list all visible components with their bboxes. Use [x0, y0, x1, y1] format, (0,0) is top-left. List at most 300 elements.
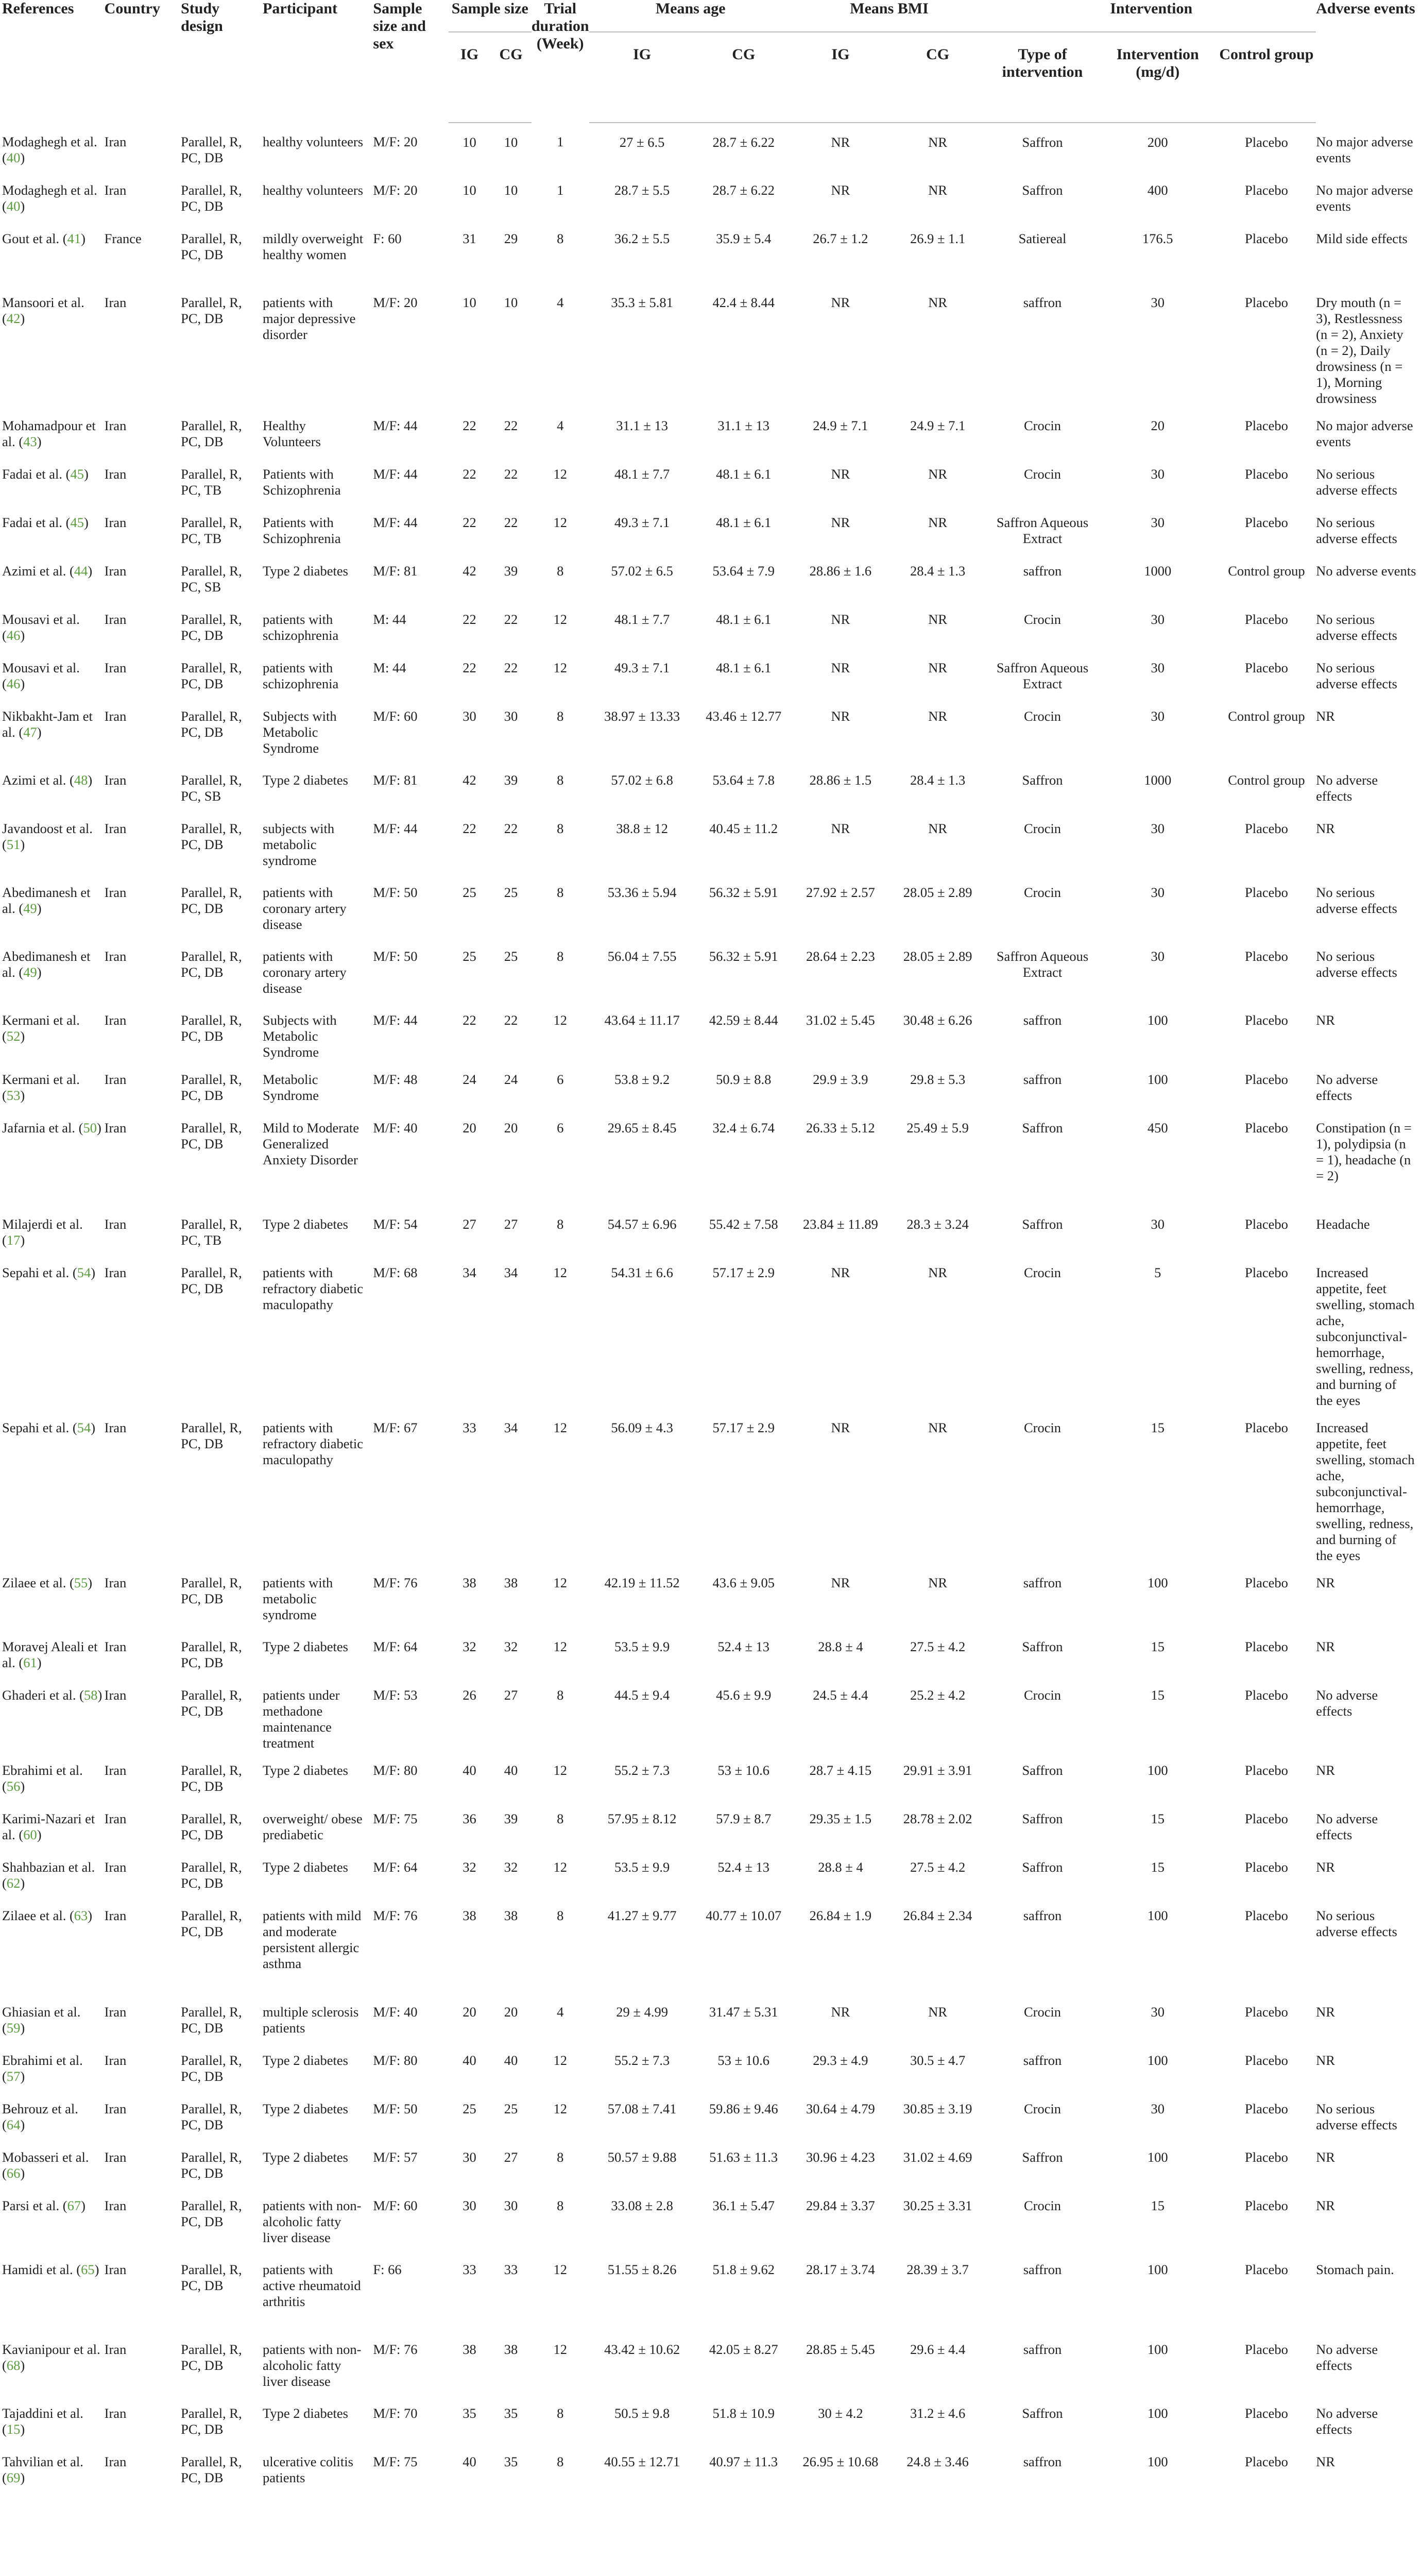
cell-country: Iran — [104, 2198, 127, 2213]
cell-ig: 22 — [463, 418, 476, 433]
cell-ig: 32 — [463, 1859, 476, 1875]
cell-sex: M/F: 20 — [373, 295, 418, 310]
cell-sex: M/F: 76 — [373, 1908, 418, 1923]
cell-bmi-cg: 29.8 ± 5.3 — [910, 1072, 966, 1087]
cell-age-cg: 31.47 ± 5.31 — [709, 2004, 778, 2020]
table-row — [2, 1205, 1419, 1253]
cell-sex: M/F: 60 — [373, 2198, 418, 2213]
cell-bmi-ig: 28.64 ± 2.23 — [806, 948, 875, 964]
cell-ig: 40 — [463, 2454, 476, 2469]
cell-bmi-ig: 28.85 ± 5.45 — [806, 2342, 875, 2357]
cell-sex: M/F: 76 — [373, 1575, 418, 1590]
cell-design: Parallel, R, PC, DB — [181, 1575, 242, 1606]
cell-cg: 10 — [504, 182, 518, 198]
cell-age-ig: 41.27 ± 9.77 — [607, 1908, 677, 1923]
cell-age-cg: 56.32 ± 5.91 — [709, 885, 778, 900]
cell-control: Placebo — [1245, 1575, 1288, 1590]
cell-dur: 4 — [557, 2004, 564, 2020]
cell-type: saffron — [1023, 295, 1062, 310]
cell-age-cg: 42.59 ± 8.44 — [709, 1012, 778, 1028]
citation-link[interactable]: 52 — [6, 1028, 21, 1044]
cell-control: Control group — [1228, 708, 1305, 724]
cell-participant: patients with coronary artery disease — [263, 948, 347, 996]
cell-country: Iran — [104, 1012, 127, 1028]
cell-participant: patients with mild and moderate persistent allergic asthma — [263, 1908, 362, 1971]
cell-age-cg: 48.1 ± 6.1 — [716, 612, 772, 627]
cell-type: saffron — [1023, 563, 1062, 579]
cell-control: Placebo — [1245, 2405, 1288, 2421]
cell-sex: M/F: 57 — [373, 2149, 418, 2165]
citation-link[interactable]: 56 — [6, 1778, 21, 1794]
cell-design: Parallel, R, PC, DB — [181, 1072, 242, 1103]
cell-sex: M/F: 67 — [373, 1420, 418, 1435]
cell-bmi-ig: 31.02 ± 5.45 — [806, 1012, 875, 1028]
cell-age-ig: 43.64 ± 11.17 — [604, 1012, 680, 1028]
cell-dose: 450 — [1147, 1120, 1168, 1136]
cell-age-cg: 48.1 ± 6.1 — [716, 466, 772, 482]
cell-ig: 22 — [463, 515, 476, 530]
cell-bmi-ig: 29.84 ± 3.37 — [806, 2198, 875, 2213]
table-row — [2, 697, 1419, 761]
cell-participant: mildly overweight healthy women — [263, 231, 364, 262]
cell-age-cg: 53.64 ± 7.8 — [712, 772, 775, 788]
cell-design: Parallel, R, PC, DB — [181, 1687, 242, 1719]
cell-sex: M/F: 80 — [373, 1762, 418, 1778]
cell-reference: Mohamadpour et al. (43) — [2, 418, 96, 449]
table-row — [2, 1800, 1419, 1848]
cell-type: Saffron Aqueous Extract — [996, 515, 1089, 546]
citation-link[interactable]: 47 — [23, 724, 37, 740]
table-row — [2, 2443, 1419, 2491]
citation-link[interactable]: 48 — [74, 772, 88, 788]
cell-bmi-cg: 26.84 ± 2.34 — [903, 1908, 972, 1923]
cell-bmi-ig: NR — [831, 515, 850, 530]
cell-sex: M/F: 60 — [373, 708, 418, 724]
cell-bmi-ig: 28.7 ± 4.15 — [809, 1762, 872, 1778]
cell-participant: subjects with metabolic syndrome — [263, 821, 335, 868]
citation-link[interactable]: 45 — [70, 466, 84, 482]
cell-dose: 100 — [1147, 1762, 1168, 1778]
cell-dose: 15 — [1151, 1639, 1165, 1654]
cell-country: Iran — [104, 1811, 127, 1826]
cell-cg: 39 — [504, 563, 518, 579]
cell-control: Placebo — [1245, 182, 1288, 198]
cell-age-cg: 50.9 ± 8.8 — [716, 1072, 772, 1087]
cell-dose: 100 — [1147, 1908, 1168, 1923]
citation-link[interactable]: 43 — [23, 434, 37, 449]
cell-country: Iran — [104, 466, 127, 482]
cell-ig: 25 — [463, 2101, 476, 2116]
cell-participant: patients with schizophrenia — [263, 612, 339, 643]
cell-ig: 27 — [463, 1216, 476, 1232]
cell-dur: 8 — [557, 948, 564, 964]
cell-dose: 15 — [1151, 1420, 1165, 1435]
reference-author: Javandoost et al. — [2, 821, 93, 836]
cell-dur: 8 — [557, 1908, 564, 1923]
cell-reference: Ghiasian et al. (59) — [2, 2004, 81, 2036]
cell-participant: patients with refractory diabetic maculopathy — [263, 1420, 363, 1467]
citation-link[interactable]: 61 — [23, 1655, 37, 1670]
cell-age-ig: 43.42 ± 10.62 — [604, 2342, 680, 2357]
citation-link[interactable]: 41 — [67, 231, 81, 246]
cell-age-cg: 48.1 ± 6.1 — [716, 515, 772, 530]
reference-author: Kavianipour et al. — [2, 2342, 100, 2357]
cell-age-ig: 49.3 ± 7.1 — [614, 515, 670, 530]
cell-type: Crocin — [1023, 885, 1062, 900]
cell-bmi-cg: 29.6 ± 4.4 — [910, 2342, 966, 2357]
citation-link[interactable]: 63 — [74, 1908, 88, 1923]
cell-reference: Milajerdi et al. (17) — [2, 1216, 83, 1248]
cell-ig: 38 — [463, 1575, 476, 1590]
cell-sex: M/F: 48 — [373, 1072, 418, 1087]
cell-dose: 1000 — [1144, 772, 1172, 788]
cell-cg: 20 — [504, 2004, 518, 2020]
cell-control: Placebo — [1245, 2101, 1288, 2116]
citation-link[interactable]: 40 — [6, 150, 21, 165]
cell-bmi-cg: 27.5 ± 4.2 — [910, 1859, 966, 1875]
cell-type: Crocin — [1023, 2101, 1062, 2116]
cell-bmi-ig: 28.17 ± 3.74 — [806, 2262, 875, 2277]
cell-age-ig: 53.5 ± 9.9 — [614, 1859, 670, 1875]
citation-link[interactable]: 17 — [6, 1232, 21, 1248]
table-row — [2, 1896, 1419, 1993]
citation-link[interactable]: 67 — [67, 2198, 81, 2213]
cell-participant: Type 2 diabetes — [263, 2149, 348, 2165]
cell-type: saffron — [1023, 2262, 1062, 2277]
citation-link[interactable]: 51 — [6, 837, 21, 852]
citation-link[interactable]: 66 — [6, 2165, 21, 2181]
cell-cg: 30 — [504, 708, 518, 724]
cell-country: Iran — [104, 885, 127, 900]
cell-type: saffron — [1023, 2342, 1062, 2357]
cell-bmi-ig: 29.3 ± 4.9 — [813, 2053, 868, 2068]
cell-reference: Tahvilian et al. (69) — [2, 2454, 83, 2485]
cell-reference: Shahbazian et al. (62) — [2, 1859, 95, 1891]
cell-cg: 35 — [504, 2405, 518, 2421]
cell-bmi-cg: NR — [928, 1575, 948, 1590]
cell-age-ig: 38.8 ± 12 — [616, 821, 668, 836]
cell-dose: 100 — [1147, 2342, 1168, 2357]
cell-cg: 27 — [504, 1687, 518, 1703]
cell-age-ig: 53.36 ± 5.94 — [607, 885, 677, 900]
cell-design: Parallel, R, PC, DB — [181, 1859, 242, 1891]
cell-bmi-ig: NR — [831, 1575, 850, 1590]
cell-reference: Kavianipour et al. (68) — [2, 2342, 100, 2373]
cell-control: Placebo — [1245, 1687, 1288, 1703]
cell-sex: M/F: 75 — [373, 2454, 418, 2469]
citation-link[interactable]: 59 — [6, 2020, 21, 2036]
cell-reference: Zilaee et al. (63) — [2, 1908, 93, 1923]
cell-age-ig: 56.04 ± 7.55 — [607, 948, 677, 964]
cell-control: Placebo — [1245, 1012, 1288, 1028]
cell-sex: M/F: 53 — [373, 1687, 418, 1703]
cell-control: Placebo — [1245, 1811, 1288, 1826]
reference-author: Mobasseri et al. — [2, 2149, 89, 2165]
cell-ig: 40 — [463, 2053, 476, 2068]
cell-dose: 30 — [1151, 948, 1165, 964]
cell-age-cg: 40.97 ± 11.3 — [709, 2454, 778, 2469]
cell-sex: M/F: 75 — [373, 1811, 418, 1826]
cell-dose: 1000 — [1144, 563, 1172, 579]
cell-control: Placebo — [1245, 1216, 1288, 1232]
cell-cg: 34 — [504, 1265, 518, 1280]
table-row — [2, 1409, 1419, 1564]
cell-ig: 35 — [463, 2405, 476, 2421]
cell-type: Saffron — [1022, 1639, 1063, 1654]
cell-reference: Ebrahimi et al. (56) — [2, 1762, 83, 1794]
table-row — [2, 455, 1419, 503]
cell-type: Crocin — [1023, 2004, 1062, 2020]
cell-ig: 22 — [463, 1012, 476, 1028]
cell-participant: patients with metabolic syndrome — [263, 1575, 333, 1622]
cell-design: Parallel, R, PC, DB — [181, 948, 242, 980]
table-row — [2, 2330, 1419, 2394]
cell-design: Parallel, R, PC, DB — [181, 821, 242, 852]
citation-link[interactable]: 42 — [6, 311, 21, 326]
cell-age-cg: 51.8 ± 10.9 — [712, 2405, 775, 2421]
citation-link[interactable]: 57 — [6, 2069, 21, 2084]
cell-bmi-cg: 25.49 ± 5.9 — [906, 1120, 969, 1136]
cell-dur: 12 — [553, 2053, 567, 2068]
header-country: Country — [104, 0, 160, 17]
cell-adverse: No adverse effects — [1316, 1811, 1378, 1842]
cell-bmi-cg: 28.05 ± 2.89 — [903, 948, 972, 964]
reference-author: Mousavi et al. — [2, 612, 80, 627]
cell-bmi-cg: 28.78 ± 2.02 — [903, 1811, 972, 1826]
cell-design: Parallel, R, PC, DB — [181, 1908, 242, 1939]
cell-dose: 5 — [1154, 1265, 1161, 1280]
cell-cg: 10 — [504, 134, 518, 150]
cell-participant: Metabolic Syndrome — [263, 1072, 319, 1103]
cell-sex: M/F: 80 — [373, 2053, 418, 2068]
cell-bmi-ig: 26.7 ± 1.2 — [813, 231, 868, 246]
cell-bmi-cg: NR — [928, 515, 948, 530]
citation-link[interactable]: 49 — [23, 964, 37, 980]
table-row — [2, 1060, 1419, 1109]
cell-design: Parallel, R, PC, DB — [181, 1639, 242, 1670]
cell-adverse: No serious adverse effects — [1316, 660, 1397, 691]
cell-bmi-ig: 30.64 ± 4.79 — [806, 2101, 875, 2116]
cell-adverse: Increased appetite, feet swelling, stomach ache, subconjunctival-hemorrhage, swelling, redness, and burning of the eyes — [1316, 1420, 1415, 1563]
citation-link[interactable]: 50 — [83, 1120, 97, 1136]
cell-type: saffron — [1023, 1575, 1062, 1590]
cell-dose: 200 — [1147, 134, 1168, 150]
cell-adverse: No adverse effects — [1316, 1687, 1378, 1719]
cell-dose: 100 — [1147, 2053, 1168, 2068]
citation-link[interactable]: 55 — [74, 1575, 88, 1590]
cell-participant: multiple sclerosis patients — [263, 2004, 359, 2036]
cell-adverse: No adverse effects — [1316, 2405, 1378, 2437]
cell-cg: 22 — [504, 418, 518, 433]
citation-link[interactable]: 46 — [6, 628, 21, 643]
cell-bmi-cg: NR — [928, 2004, 948, 2020]
cell-design: Parallel, R, PC, DB — [181, 134, 242, 165]
cell-participant: ulcerative colitis patients — [263, 2454, 353, 2485]
cell-country: Iran — [104, 821, 127, 836]
cell-dur: 8 — [557, 1216, 564, 1232]
cell-bmi-cg: 30.5 ± 4.7 — [910, 2053, 966, 2068]
table-row — [2, 2250, 1419, 2330]
header-sample-size: Sample size — [449, 0, 532, 32]
reference-author: Mohamadpour et al. — [2, 418, 96, 449]
cell-age-ig: 51.55 ± 8.26 — [607, 2262, 677, 2277]
cell-adverse: NR — [1316, 2149, 1335, 2165]
cell-dose: 30 — [1151, 821, 1165, 836]
cell-cg: 32 — [504, 1639, 518, 1654]
citation-link[interactable]: 65 — [81, 2262, 95, 2277]
cell-dose: 15 — [1151, 1859, 1165, 1875]
citation-link[interactable]: 44 — [74, 563, 88, 579]
cell-dose: 30 — [1151, 295, 1165, 310]
cell-design: Parallel, R, PC, DB — [181, 2149, 242, 2181]
cell-dur: 8 — [557, 1687, 564, 1703]
cell-type: Saffron — [1022, 1216, 1063, 1232]
cell-bmi-ig: 26.95 ± 10.68 — [802, 2454, 879, 2469]
cell-sex: M/F: 20 — [373, 182, 418, 198]
reference-author: Milajerdi et al. — [2, 1216, 83, 1232]
cell-bmi-cg: 31.2 ± 4.6 — [910, 2405, 966, 2421]
citation-link[interactable]: 68 — [6, 2358, 21, 2373]
cell-country: Iran — [104, 418, 127, 433]
cell-dose: 100 — [1147, 2454, 1168, 2469]
cell-dur: 8 — [557, 2405, 564, 2421]
cell-dur: 12 — [553, 2262, 567, 2277]
cell-sex: M/F: 81 — [373, 563, 418, 579]
cell-bmi-cg: NR — [928, 660, 948, 675]
cell-age-cg: 48.1 ± 6.1 — [716, 660, 772, 675]
cell-design: Parallel, R, PC, DB — [181, 2053, 242, 2084]
cell-cg: 32 — [504, 1859, 518, 1875]
table-row — [2, 1001, 1419, 1060]
citation-link[interactable]: 64 — [6, 2117, 21, 2132]
cell-ig: 32 — [463, 1639, 476, 1654]
header-age-cg: CG — [695, 32, 792, 123]
citation-link[interactable]: 15 — [6, 2421, 21, 2437]
table-row — [2, 123, 1419, 171]
cell-adverse: NR — [1316, 2053, 1335, 2068]
cell-control: Placebo — [1245, 515, 1288, 530]
cell-country: Iran — [104, 1072, 127, 1087]
cell-bmi-cg: NR — [928, 182, 948, 198]
cell-country: Iran — [104, 612, 127, 627]
cell-age-cg: 42.4 ± 8.44 — [712, 295, 775, 310]
cell-dur: 12 — [553, 466, 567, 482]
cell-participant: patients with coronary artery disease — [263, 885, 347, 932]
cell-bmi-cg: 26.9 ± 1.1 — [910, 231, 966, 246]
cell-dur: 8 — [557, 2149, 564, 2165]
cell-ig: 25 — [463, 948, 476, 964]
reference-author: Sepahi et al. — [2, 1265, 70, 1280]
citation-link[interactable]: 62 — [6, 1875, 21, 1891]
cell-reference: Javandoost et al. (51) — [2, 821, 93, 852]
cell-ig: 38 — [463, 2342, 476, 2357]
studies-table — [2, 0, 1419, 2491]
cell-cg: 34 — [504, 1420, 518, 1435]
cell-bmi-ig: 30 ± 4.2 — [818, 2405, 863, 2421]
citation-link[interactable]: 58 — [83, 1687, 98, 1703]
cell-reference: Behrouz et al. (64) — [2, 2101, 78, 2132]
cell-control: Placebo — [1245, 295, 1288, 310]
citation-link[interactable]: 69 — [6, 2470, 21, 2485]
cell-design: Parallel, R, PC, TB — [181, 466, 242, 498]
cell-age-cg: 55.42 ± 7.58 — [709, 1216, 778, 1232]
cell-age-ig: 57.02 ± 6.5 — [611, 563, 673, 579]
cell-age-cg: 53.64 ± 7.9 — [712, 563, 775, 579]
cell-age-cg: 57.17 ± 2.9 — [712, 1420, 775, 1435]
cell-age-cg: 43.46 ± 12.77 — [706, 708, 782, 724]
cell-age-ig: 54.57 ± 6.96 — [607, 1216, 677, 1232]
cell-type: Saffron Aqueous Extract — [996, 948, 1089, 980]
cell-cg: 22 — [504, 466, 518, 482]
cell-bmi-cg: 24.8 ± 3.46 — [906, 2454, 969, 2469]
cell-bmi-cg: 24.9 ± 7.1 — [910, 418, 966, 433]
cell-adverse: No major adverse events — [1316, 182, 1413, 214]
header-sample-ig: IG — [449, 32, 491, 123]
citation-link[interactable]: 54 — [77, 1265, 91, 1280]
cell-cg: 40 — [504, 2053, 518, 2068]
cell-participant: Type 2 diabetes — [263, 2405, 348, 2421]
cell-dur: 4 — [557, 418, 564, 433]
reference-author: Ebrahimi et al. — [2, 2053, 83, 2068]
cell-design: Parallel, R, PC, SB — [181, 563, 242, 595]
citation-link[interactable]: 53 — [6, 1088, 21, 1103]
cell-dur: 12 — [553, 515, 567, 530]
cell-participant: Subjects with Metabolic Syndrome — [263, 708, 337, 756]
cell-design: Parallel, R, PC, DB — [181, 295, 242, 326]
citation-link[interactable]: 60 — [23, 1827, 37, 1842]
citation-link[interactable]: 54 — [77, 1420, 91, 1435]
cell-country: Iran — [104, 1859, 127, 1875]
cell-reference: Karimi-Nazari et al. (60) — [2, 1811, 95, 1842]
cell-bmi-ig: 28.86 ± 1.5 — [809, 772, 872, 788]
cell-cg: 35 — [504, 2454, 518, 2469]
cell-bmi-ig: 28.8 ± 4 — [818, 1859, 863, 1875]
cell-country: Iran — [104, 2342, 127, 2357]
cell-control: Placebo — [1245, 1762, 1288, 1778]
cell-adverse: NR — [1316, 2198, 1335, 2213]
cell-adverse: NR — [1316, 1639, 1335, 1654]
cell-age-cg: 51.63 ± 11.3 — [709, 2149, 778, 2165]
cell-control: Placebo — [1245, 660, 1288, 675]
cell-participant: Type 2 diabetes — [263, 1762, 348, 1778]
citation-link[interactable]: 45 — [70, 515, 84, 530]
cell-ig: 22 — [463, 821, 476, 836]
citation-link[interactable]: 40 — [6, 198, 21, 214]
cell-country: Iran — [104, 515, 127, 530]
cell-control: Placebo — [1245, 1908, 1288, 1923]
cell-country: Iran — [104, 295, 127, 310]
cell-age-cg: 40.45 ± 11.2 — [709, 821, 778, 836]
cell-reference: Zilaee et al. (55) — [2, 1575, 93, 1590]
reference-author: Zilaee et al. — [2, 1908, 66, 1923]
cell-country: France — [104, 231, 142, 246]
citation-link[interactable]: 49 — [23, 901, 37, 916]
cell-sex: M/F: 50 — [373, 2101, 418, 2116]
cell-dur: 12 — [553, 660, 567, 675]
cell-reference: Parsi et al. (67) — [2, 2198, 85, 2213]
cell-dose: 30 — [1151, 2101, 1165, 2116]
cell-design: Parallel, R, PC, TB — [181, 515, 242, 546]
cell-reference: Azimi et al. (44) — [2, 563, 93, 579]
citation-link[interactable]: 46 — [6, 676, 21, 691]
cell-reference: Tajaddini et al. (15) — [2, 2405, 83, 2437]
cell-dur: 8 — [557, 231, 564, 246]
cell-age-ig: 50.57 ± 9.88 — [607, 2149, 677, 2165]
cell-type: Saffron — [1022, 1859, 1063, 1875]
header-adverse-events: Adverse events — [1316, 0, 1415, 17]
cell-sex: F: 66 — [373, 2262, 402, 2277]
cell-country: Iran — [104, 563, 127, 579]
